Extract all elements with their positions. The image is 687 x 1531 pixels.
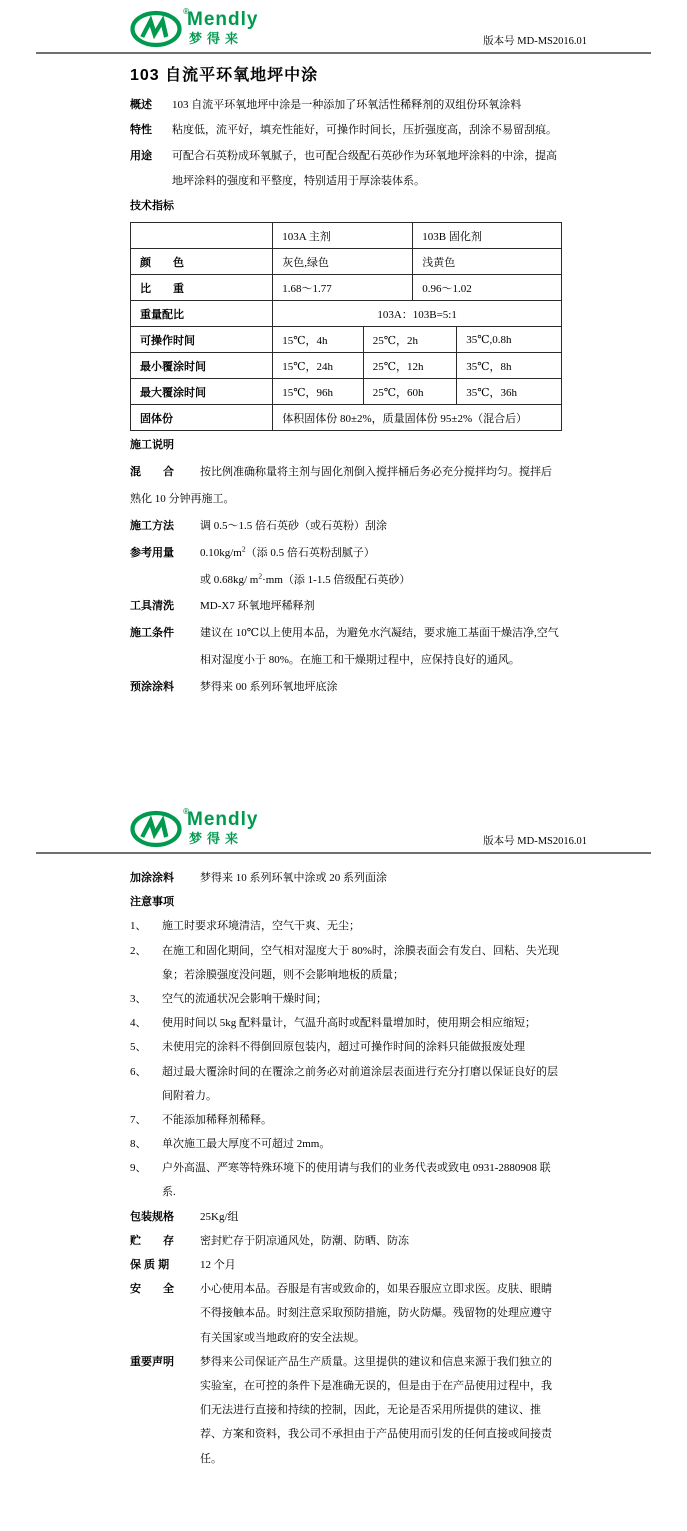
note-text: 使用时间以 5kg 配料量计，气温升高时或配料量增加时，使用期会相应缩短； <box>162 1017 536 1030</box>
topcoat-row <box>130 866 562 890</box>
max-recoat-label: 最大覆涂时间 <box>131 379 273 405</box>
precoat-row <box>130 674 562 701</box>
construction-section <box>130 433 562 701</box>
info-section <box>130 1205 562 1471</box>
ratio-label: 重量配比 <box>131 301 273 327</box>
usage-amount-text <box>200 540 562 594</box>
note-item-2 <box>130 939 562 987</box>
note-item-1 <box>130 914 562 938</box>
intro-section <box>130 93 562 194</box>
mendly-logo-icon <box>130 807 189 848</box>
version-number: 版本号 MD-MS2016.01 <box>483 36 587 47</box>
construction-heading: 施工说明 <box>130 439 174 452</box>
features-text: 粘度低，流平好，填充性能好，可操作时间长，压折强度高，刮涂不易留刮痕。 <box>172 124 557 137</box>
features-row <box>130 118 562 143</box>
disclaimer-row <box>130 1350 562 1471</box>
table-row-gravity <box>131 275 562 301</box>
note-text: 户外高温、严寒等特殊环境下的使用请与我们的业务代表或致电 0931-2880908 联系. <box>162 1162 551 1199</box>
topcoat-label: 加涂涂料 <box>130 872 174 884</box>
note-number: 7、 <box>130 1113 147 1126</box>
note-number: 2、 <box>130 944 147 957</box>
shelf-life-text: 12 个月 <box>200 1259 236 1271</box>
note-number: 3、 <box>130 992 147 1005</box>
usage-line1-post: （添 0.5 倍石英粉刮腻子） <box>245 546 375 559</box>
usage-line1-sup: 2 <box>241 543 246 553</box>
logo-text <box>187 810 258 845</box>
usage-line2-sup: 2 <box>258 570 263 580</box>
note-item-5 <box>130 1035 562 1059</box>
table-row-color <box>131 249 562 275</box>
component-a-header: 103A 主剂 <box>273 223 413 249</box>
mixing-label: 混 合 <box>130 465 174 478</box>
notes-list <box>130 914 562 1204</box>
solids-label: 固体份 <box>131 405 273 431</box>
version-number: 版本号 MD-MS2016.01 <box>483 836 587 847</box>
min-recoat-label: 最小覆涂时间 <box>131 353 273 379</box>
table-row-min-recoat <box>131 353 562 379</box>
mixing-paragraph <box>130 459 562 513</box>
min-recoat-35c: 35℃，8h <box>457 353 562 379</box>
header-divider <box>36 52 651 54</box>
page-header <box>0 0 687 52</box>
note-item-9 <box>130 1156 562 1204</box>
note-number: 1、 <box>130 920 147 933</box>
header-divider <box>36 852 651 854</box>
note-item-8 <box>130 1132 562 1156</box>
storage-row <box>130 1229 562 1253</box>
note-item-7 <box>130 1108 562 1132</box>
ratio-value: 103A：103B=5:1 <box>273 301 562 327</box>
cleaning-row <box>130 593 562 620</box>
note-number: 4、 <box>130 1017 147 1030</box>
shelf-life-row <box>130 1253 562 1277</box>
min-recoat-15c: 15℃，24h <box>273 353 364 379</box>
safety-row <box>130 1277 562 1350</box>
note-item-3 <box>130 987 562 1011</box>
pot-life-15c: 15℃，4h <box>273 327 364 353</box>
method-label: 施工方法 <box>130 519 174 532</box>
brand-logo <box>130 807 259 848</box>
logo-chinese-name: 梦得来 <box>189 31 244 46</box>
disclaimer-label: 重要声明 <box>130 1355 174 1368</box>
shelf-life-label: 保 质 期 <box>130 1259 170 1271</box>
table-row-ratio <box>131 301 562 327</box>
table-row-pot-life <box>131 327 562 353</box>
empty-cell <box>131 223 273 249</box>
safety-label: 安 全 <box>130 1283 174 1296</box>
component-b-header: 103B 固化剂 <box>413 223 562 249</box>
usage-label: 用途 <box>130 149 152 162</box>
note-text: 空气的流通状况会影响干燥时间； <box>162 992 327 1005</box>
logo-wordmark: Mendly <box>187 809 259 830</box>
note-number: 6、 <box>130 1065 147 1078</box>
note-number: 5、 <box>130 1041 147 1054</box>
page-header <box>0 800 687 852</box>
gravity-b: 0.96～1.02 <box>413 275 562 301</box>
usage-amount-row <box>130 540 562 594</box>
packaging-row <box>130 1205 562 1229</box>
mixing-text-2: 搅拌后熟化 10 分钟再施工。 <box>130 465 552 505</box>
packaging-text: 25Kg/组 <box>200 1210 239 1223</box>
overview-row <box>130 93 562 118</box>
pot-life-35c: 35℃,0.8h <box>457 327 562 353</box>
note-number: 8、 <box>130 1138 147 1151</box>
gravity-label: 比 重 <box>131 275 273 301</box>
method-text: 调 0.5～1.5 倍石英砂（或石英粉）刮涂 <box>200 519 387 532</box>
conditions-text: 建议在 10℃以上使用本品，为避免水汽凝结，要求施工基面干燥洁净,空气相对湿度小于 80%。在施工和干燥期过程中，应保持良好的通风。 <box>200 627 559 667</box>
storage-text: 密封贮存于阴凉通风处，防潮、防晒、防冻 <box>200 1234 409 1247</box>
table-row-solids <box>131 405 562 431</box>
conditions-label: 施工条件 <box>130 627 174 640</box>
note-text: 在施工和固化期间，空气相对湿度大于 80%时，涂膜表面会有发白、回粘、失光现象；若涂膜强度没问题，则不会影响地板的质量； <box>162 944 559 981</box>
note-item-6 <box>130 1060 562 1108</box>
color-b: 浅黄色 <box>413 249 562 275</box>
usage-text: 可配合石英粉成环氧腻子，也可配合级配石英砂作为环氧地坪涂料的中涂，提高地坪涂料的强度和平整度，特别适用于厚涂装体系。 <box>172 149 557 187</box>
pot-life-label: 可操作时间 <box>131 327 273 353</box>
note-text: 未使用完的涂料不得倒回原包装内，超过可操作时间的涂料只能做报废处理 <box>162 1041 525 1054</box>
logo-text <box>187 10 258 45</box>
table-row-max-recoat <box>131 379 562 405</box>
logo-chinese-name: 梦得来 <box>189 831 244 846</box>
packaging-label: 包装规格 <box>130 1210 174 1223</box>
table-row-header <box>131 223 562 249</box>
storage-label: 贮 存 <box>130 1234 174 1247</box>
color-label: 颜 色 <box>131 249 273 275</box>
note-text: 施工时要求环境清洁，空气干爽、无尘； <box>162 920 360 933</box>
usage-amount-label: 参考用量 <box>130 546 174 559</box>
solids-value: 体积固体份 80±2%，质量固体份 95±2%（混合后） <box>273 405 562 431</box>
registered-mark: ® <box>183 7 189 16</box>
gravity-a: 1.68～1.77 <box>273 275 413 301</box>
max-recoat-15c: 15℃，96h <box>273 379 364 405</box>
disclaimer-text: 梦得来公司保证产品生产质量。这里提供的建议和信息来源于我们独立的实验室，在可控的条件下是准确无误的，但是由于在产品使用过程中，我们无法进行直接和持续的控制，因此，无论是否采用所提供的建议、推荐、方案和资料，我公司不承担由于产品使用而引发的任何直接或间接责任。 <box>200 1355 552 1465</box>
safety-text: 小心使用本品。吞服是有害或致命的，如果吞服应立即求医。皮肤、眼睛不得接触本品。时刻注意采取预防措施，防火防爆。残留物的处理应遵守有关国家或当地政府的安全法规。 <box>200 1283 552 1344</box>
document-title: 103 自流平环氧地坪中涂 <box>130 67 319 84</box>
page-2 <box>0 800 687 1471</box>
notes-heading: 注意事项 <box>130 896 174 909</box>
color-a: 灰色,绿色 <box>273 249 413 275</box>
method-row <box>130 513 562 540</box>
overview-label: 概述 <box>130 99 152 111</box>
tech-spec-table <box>130 222 562 431</box>
pot-life-25c: 25℃，2h <box>363 327 457 353</box>
cleaning-label: 工具清洗 <box>130 600 174 613</box>
page-1 <box>0 0 687 701</box>
max-recoat-35c: 35℃，36h <box>457 379 562 405</box>
max-recoat-25c: 25℃，60h <box>363 379 457 405</box>
mendly-logo-icon <box>130 7 189 48</box>
precoat-text: 梦得来 00 系列环氧地坪底涂 <box>200 681 338 694</box>
note-number: 9、 <box>130 1162 147 1175</box>
cleaning-text: MD-X7 环氧地坪稀释剂 <box>200 600 315 613</box>
usage-line2-post: ·mm（添 1-1.5 倍级配石英砂） <box>262 573 411 586</box>
note-text: 单次施工最大厚度不可超过 2mm。 <box>162 1138 331 1151</box>
brand-logo <box>130 7 259 48</box>
registered-mark: ® <box>183 807 189 816</box>
usage-row <box>130 144 562 195</box>
note-text: 不能添加稀释剂稀释。 <box>162 1113 272 1126</box>
min-recoat-25c: 25℃，12h <box>363 353 457 379</box>
mixing-text-1: 按比例准确称量将主剂与固化剂倒入搅拌桶后务必充分搅拌均匀。 <box>200 465 519 478</box>
overview-text: 103 自流平环氧地坪中涂是一种添加了环氧活性稀释剂的双组份环氧涂料 <box>172 99 522 111</box>
usage-line1: 0.10kg/m <box>200 546 242 559</box>
precoat-label: 预涂涂料 <box>130 681 174 694</box>
logo-wordmark: Mendly <box>187 9 259 30</box>
tech-spec-heading: 技术指标 <box>130 200 174 213</box>
conditions-row <box>130 620 562 674</box>
features-label: 特性 <box>130 124 152 137</box>
note-text: 超过最大覆涂时间的在覆涂之前务必对前道涂层表面进行充分打磨以保证良好的层间附着力。 <box>162 1065 558 1102</box>
usage-line2: 或 0.68kg/ m <box>200 573 259 586</box>
topcoat-text: 梦得来 10 系列环氧中涂或 20 系列面涂 <box>200 872 387 884</box>
note-item-4 <box>130 1011 562 1035</box>
